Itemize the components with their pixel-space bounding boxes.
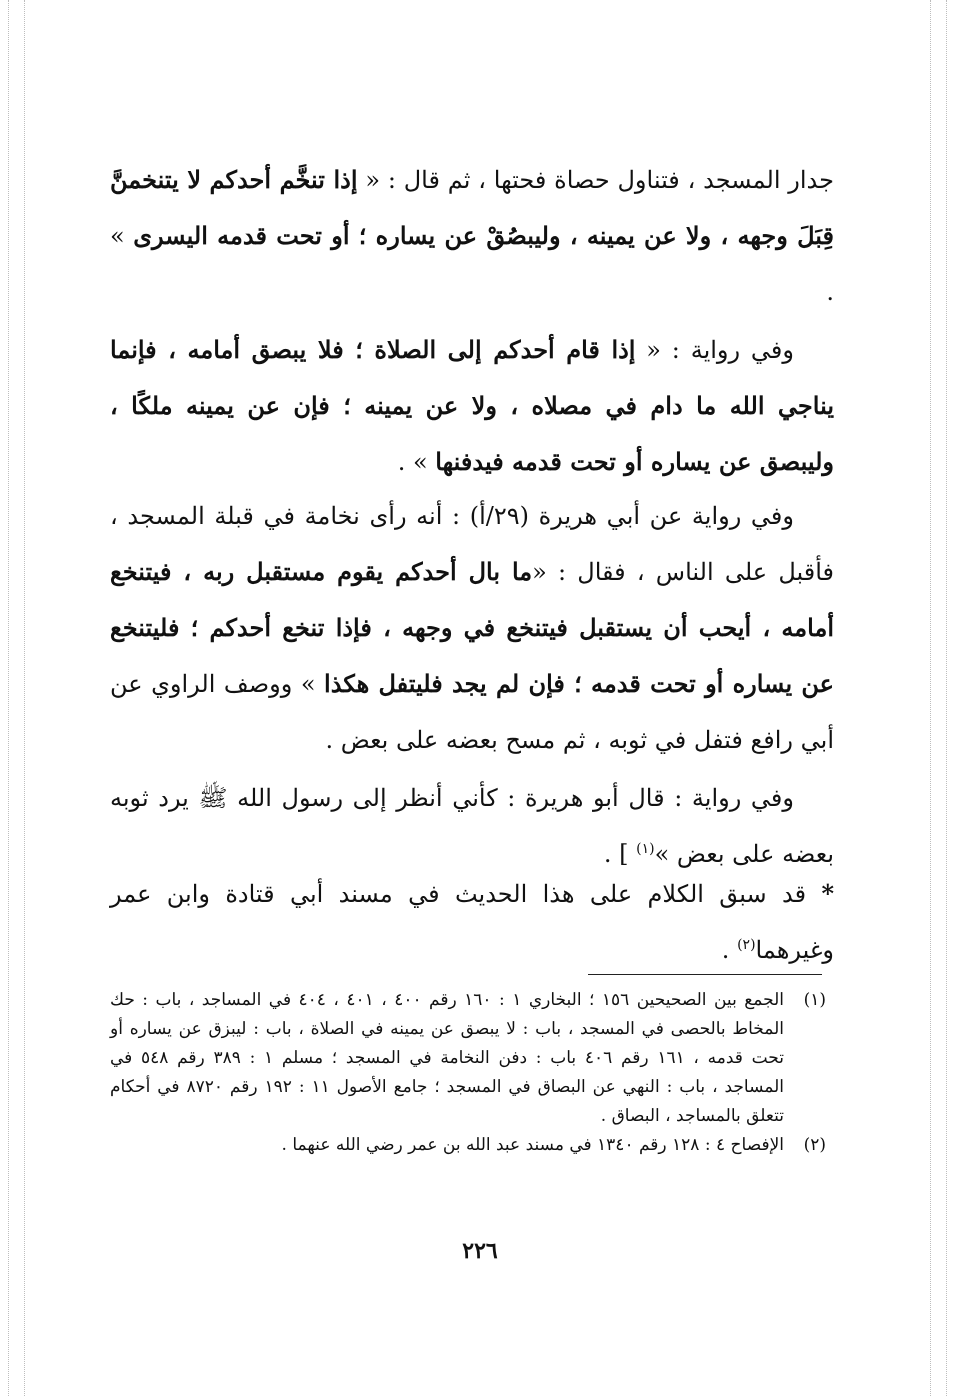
footnote-2-mark: (٢) bbox=[803, 1135, 826, 1155]
paragraph-5 bbox=[110, 866, 834, 978]
paragraph-2 bbox=[110, 322, 834, 490]
paragraph-3-lead: وفي رواية عن أبي هريرة (٢٩/أ) : أنه رأى نخامة في قبلة المسجد ، فأقبل على الناس ، فقال : « bbox=[110, 502, 834, 586]
paragraph-4-text: وفي رواية : قال أبو هريرة : كأني أنظر إلى رسول الله ﷺ يرد ثوبه بعضه على بعض » bbox=[110, 784, 834, 868]
footnotes bbox=[110, 986, 826, 1160]
paragraph-1-hadith: إذا تنخَّم أحدكم لا يتنخمنَّ قِبَلَ وجهه ، ولا عن يمينه ، وليبصُقْ عن يساره ؛ أو تحت قدمه اليسرى bbox=[110, 165, 835, 250]
paragraph-3 bbox=[110, 488, 834, 768]
paragraph-2-tail: » . bbox=[397, 448, 436, 476]
footnote-1 bbox=[110, 986, 826, 1131]
paragraph-5-text: قد سبق الكلام على هذا الحديث في مسند أبي قتادة وابن عمر وغيرهما bbox=[110, 880, 834, 964]
scan-edge-line bbox=[946, 0, 947, 1396]
page-number: ٢٢٦ bbox=[462, 1238, 498, 1264]
footnote-2-text: الإفصاح ٤ : ١٢٨ رقم ١٣٤٠ في مسند عبد الله بن عمر رضي الله عنهما . bbox=[281, 1135, 784, 1155]
paragraph-2-hadith: إذا قام أحدكم إلى الصلاة ؛ فلا يبصق أمامه ، فإنما يناجي الله ما دام في مصلاه ، ولا عن يمينه ؛ فإن عن يمينه ملكًا ، وليبصق عن يساره أو تحت قدمه فيدفنها bbox=[110, 335, 834, 476]
footnote-1-mark: (١) bbox=[803, 990, 827, 1010]
footnote-ref-1[interactable]: (١) bbox=[636, 841, 655, 857]
paragraph-4-tail: ] . bbox=[603, 840, 637, 868]
asterisk-marker: * bbox=[821, 879, 834, 908]
paragraph-3-tail: » ووصف الراوي عن أبي رافع فتفل في ثوبه ، ثم مسح بعضه على بعض . bbox=[110, 670, 834, 754]
paragraph-1 bbox=[110, 152, 834, 320]
paragraph-2-lead: وفي رواية : « bbox=[635, 336, 794, 364]
footnote-1-text: الجمع بين الصحيحين ١٥٦ ؛ البخاري ١ : ١٦٠ رقم ٤٠٠ ، ٤٠١ ، ٤٠٤ في المساجد ، باب : حك المخاط بالحصى في المسجد ، باب : لا يبصق عن يمينه في الصلاة ، باب : ليبزق عن يساره أو تحت قدمه ، ١٦١ رقم ٤٠٦ باب : دفن النخامة في المسجد ؛ مسلم ١ : ٣٨٩ رقم ٥٤٨ في المساجد ، باب : النهي عن البصاق في المسجد ؛ جامع الأصول ١١ : ١٩٢ رقم ٨٧٢٠ في أحكام تتعلق بالمساجد ، البصاق . bbox=[110, 990, 785, 1126]
paragraph-3-hadith: ما بال أحدكم يقوم مستقبل ربه ، فيتنخع أمامه ، أيحب أن يستقبل فيتنخع في وجهه ، فإذا تنخع أحدكم ؛ فليتنخع عن يساره أو تحت قدمه ؛ فإن لم يجد فليتفل هكذا bbox=[110, 557, 834, 698]
footnote-divider bbox=[588, 974, 822, 975]
scan-edge-line bbox=[8, 0, 9, 1396]
scan-edge-line bbox=[24, 0, 25, 1396]
paragraph-1-lead: جدار المسجد ، فتناول حصاة فحتها ، ثم قال : « bbox=[357, 166, 834, 194]
scan-edge-line bbox=[930, 0, 931, 1396]
footnote-ref-2[interactable]: (٢) bbox=[737, 937, 756, 953]
paragraph-5-tail: . bbox=[721, 936, 738, 964]
footnote-2 bbox=[110, 1131, 826, 1160]
paragraph-1-tail: » . bbox=[110, 222, 834, 306]
